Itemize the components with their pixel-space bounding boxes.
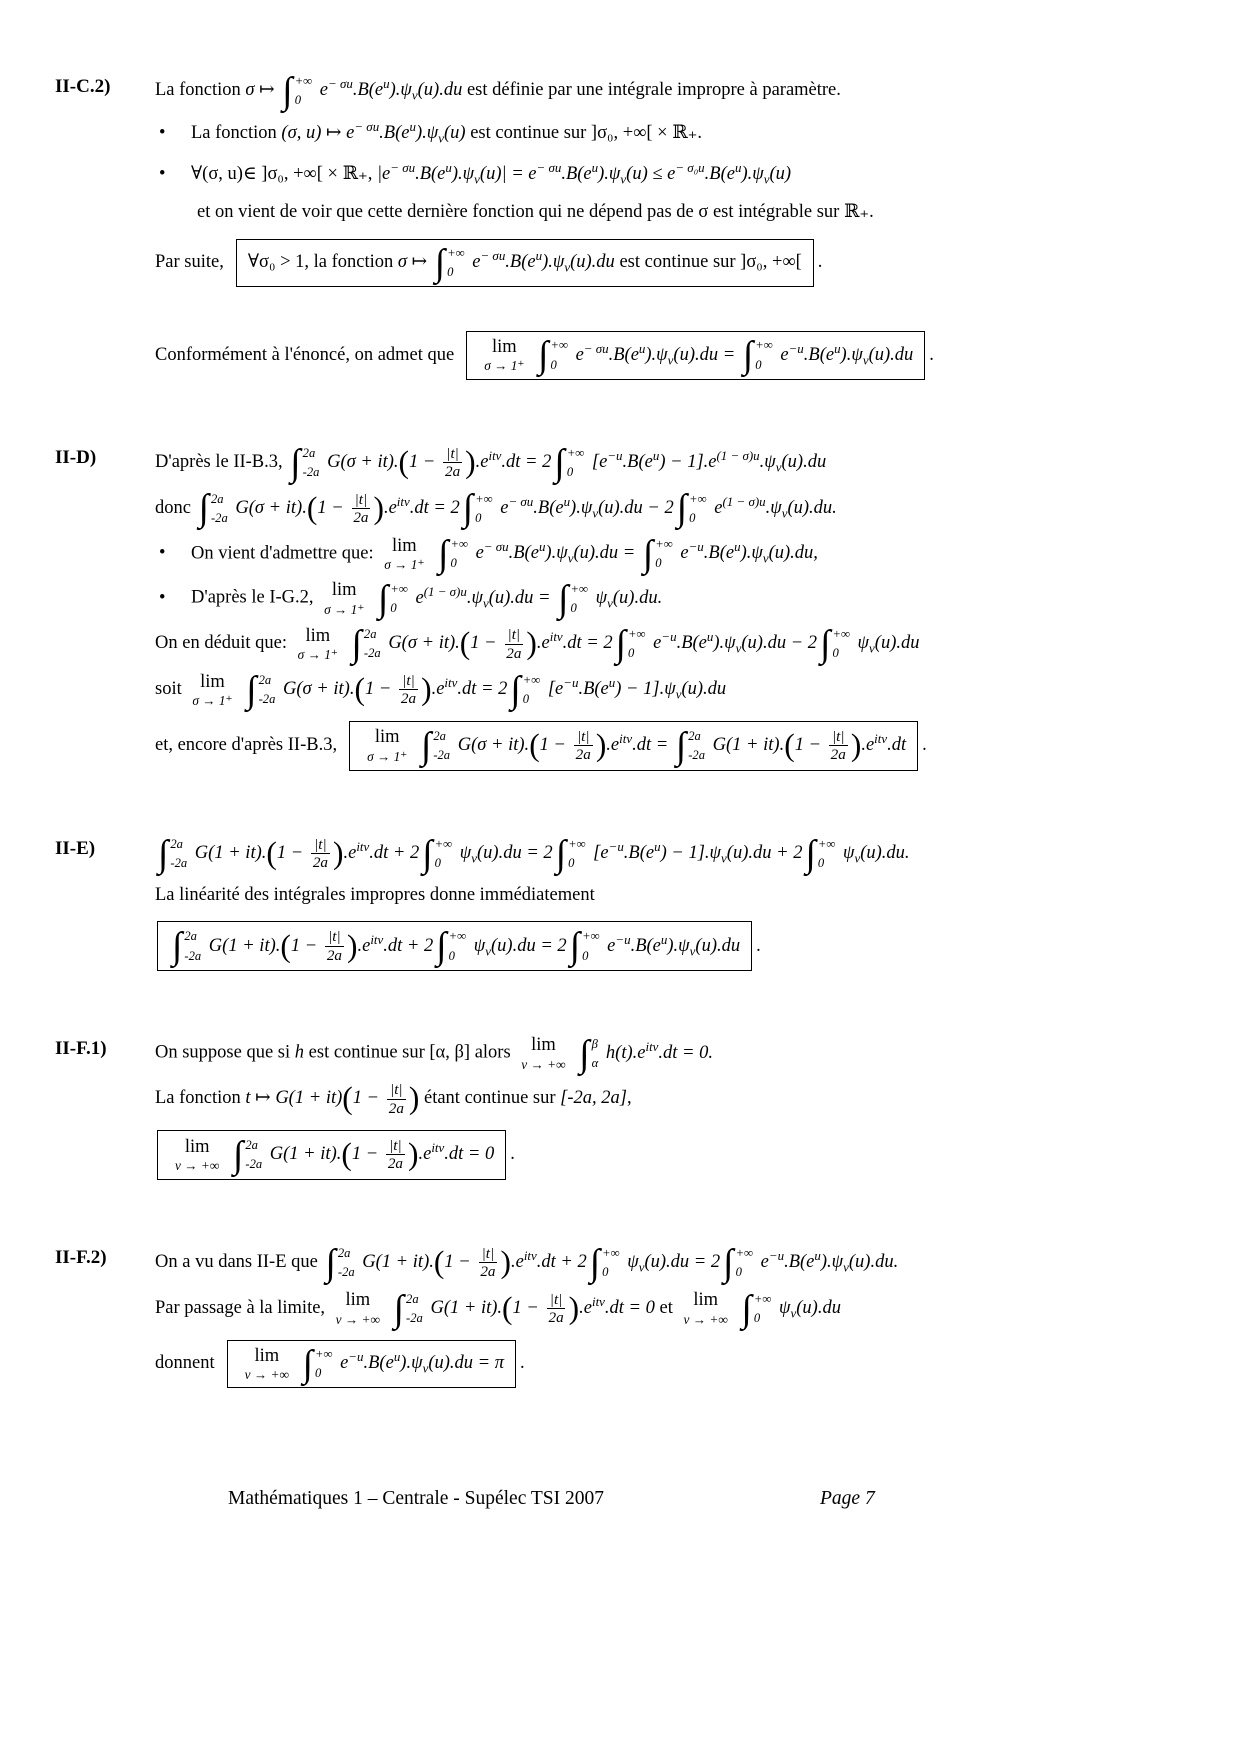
superscript: u: [654, 838, 661, 854]
integral-bounds: 2a -2a: [245, 1137, 263, 1172]
section-II-D: [55, 435, 1192, 784]
superscript: u: [409, 118, 416, 134]
integral-bounds: +∞ 0: [755, 338, 773, 372]
limit: lim σ → 1⁺: [484, 336, 525, 374]
superscript: itv: [396, 493, 410, 509]
section-body: [155, 1026, 1192, 1193]
section-label: II-D): [55, 446, 97, 468]
integral-bounds: +∞ 0: [568, 836, 586, 871]
open-paren: (: [280, 928, 291, 964]
subscript: v: [854, 850, 861, 866]
integral-bounds: 2a -2a: [688, 728, 705, 763]
integral: [246, 668, 276, 711]
integral-sign: ∫: [290, 441, 301, 484]
superscript: u: [834, 340, 841, 356]
integral-bounds: +∞ 0: [602, 1245, 620, 1280]
subscript: v: [474, 171, 480, 187]
limit: lim v → +∞: [244, 1345, 289, 1383]
subscript: v: [762, 550, 769, 566]
boxed-formula-line: [155, 1127, 1192, 1183]
content-line: On suppose que si h est continue sur [α, β] alors lim v → +∞ ∫ β α $h(t).e^{itv}.dt = 0$.: [155, 1032, 714, 1075]
integral-bounds: +∞ 0: [450, 536, 468, 571]
subscript: v: [564, 259, 571, 275]
open-paren: (: [306, 490, 318, 526]
superscript: (1 − σ)u: [423, 583, 467, 599]
superscript: − σu: [390, 159, 416, 175]
open-paren: (: [398, 444, 410, 480]
boxed-formula-line: [155, 918, 1192, 974]
content-line: • La fonction (σ, u) ↦ $e^{- \sigma u}.B(e^u).\psi_v(u)$ est continue sur ]σ₀, +∞[ × ℝ₊.: [159, 118, 702, 146]
integral-bounds: +∞ 0: [390, 581, 408, 616]
line-lead-text: et, encore d'après II-B.3,: [155, 735, 338, 756]
subscript: v: [763, 171, 770, 187]
content-line: D'après le II-B.3, ∫ 2a -2a G(σ + it).(1 − $\frac{|t|}{2a}$ )$.e^{itv}.dt = 2$ ∫ +∞ 0 $[e^{-u}.B(e^u) - 1].e^{(1 - \sigma)u}.\psi_v(u).du$: [155, 441, 827, 484]
line-trail-text: .: [756, 935, 761, 956]
integral: [158, 832, 188, 875]
section-II-F2: [55, 1235, 1192, 1402]
integral-sign: ∫: [462, 487, 474, 530]
integral-bounds: +∞ 0: [582, 929, 600, 963]
integral-bounds: +∞ 0: [735, 1245, 754, 1280]
superscript: −u: [688, 539, 704, 555]
integral: [569, 925, 600, 968]
limit: lim σ → 1⁺: [324, 580, 365, 617]
boxed-formula: lim v → +∞ ∫ +∞ 0 $e^{-u}.B(e^u).\psi_v(u).du = \pi$: [227, 1340, 516, 1389]
subscript: v: [869, 641, 875, 657]
integral-sign: ∫: [438, 532, 449, 575]
integral-sign: ∫: [615, 622, 627, 665]
document-body: [55, 64, 1192, 1401]
integral-bounds: +∞ 0: [448, 929, 467, 963]
boxed-formula: ∫ 2a -2a G(1 + it).(1 − $\frac{|t|}{2a}$ )$.e^{itv}.dt + 2$ ∫ +∞ 0 $\psi_v(u).du = 2$ ∫ +∞ 0 $e^{-u}.B(e^u).\psi_v(u).du$: [157, 921, 752, 971]
open-paren: (: [529, 727, 540, 763]
integral-bounds: +∞ 0: [314, 1347, 333, 1381]
content-line: • ∀(σ, u)∈ ]σ₀, +∞[ × ℝ₊, $|e^{- \sigma u}.B(e^u).\psi_v(u)| = e^{- \sigma u}.B(e^u).\psi_v(u) \le e^{- \sigma_0u}.B(e^u).\psi_v(u)$: [159, 159, 792, 187]
subscript: v: [775, 459, 782, 475]
section-II-F1: [55, 1026, 1192, 1193]
integral-bounds: 2a -2a: [302, 445, 320, 480]
integral-bounds: 2a -2a: [170, 836, 188, 871]
limit: lim σ → 1⁺: [367, 727, 408, 764]
fraction: $\frac{|t|}{2a}$: [326, 928, 342, 964]
bullet-icon: •: [159, 588, 166, 608]
bullet-icon: •: [159, 543, 166, 564]
section-II-C2: [55, 64, 1192, 393]
superscript: −u: [348, 1349, 364, 1365]
integral: [198, 487, 228, 530]
integral-bounds: 2a -2a: [210, 491, 228, 525]
integral-sign: ∫: [510, 668, 521, 711]
superscript: −u: [661, 629, 677, 645]
integral-bounds: 2a -2a: [184, 929, 202, 963]
integral: [579, 1032, 599, 1075]
integral-sign: ∫: [805, 832, 816, 875]
integral-bounds: +∞ 0: [817, 836, 836, 871]
integral-bounds: +∞ 0: [570, 581, 588, 616]
content-line: On a vu dans II-E que ∫ 2a -2a G(1 + it).(1 − $\frac{|t|}{2a}$ )$.e^{itv}.dt + 2$ ∫ +∞ 0 $\psi_v(u).du = 2$ ∫ +∞ 0 $e^{-u}.B(e^u).\psi_v(u).du$.: [155, 1241, 899, 1284]
superscript: −u: [615, 931, 631, 947]
limit: lim σ → 1⁺: [192, 671, 233, 709]
superscript: u: [445, 159, 452, 175]
integral-sign: ∫: [554, 441, 565, 484]
integral-sign: ∫: [589, 1241, 601, 1284]
integral: [420, 724, 451, 767]
content-line: et on vient de voir que cette dernière fonction qui ne dépend pas de σ est intégrable sur ℝ₊.: [197, 202, 874, 223]
open-paren: (: [342, 1081, 353, 1117]
integral-sign: ∫: [434, 241, 446, 284]
close-paren: ): [347, 928, 358, 964]
integral-sign: ∫: [158, 832, 169, 875]
integral-bounds: 2a -2a: [406, 1291, 423, 1326]
integral-sign: ∫: [642, 532, 654, 575]
integral-sign: ∫: [246, 668, 257, 711]
open-paren: (: [459, 626, 471, 662]
section-body: [155, 826, 1192, 985]
integral: [554, 441, 585, 484]
superscript: − σ₀u: [675, 159, 705, 175]
superscript: (1 − σ)u: [722, 493, 766, 509]
integral-bounds: 2a -2a: [363, 627, 381, 661]
section-label: II-C.2): [55, 76, 111, 97]
boxed-formula-line: [155, 1337, 1192, 1392]
content-line: La fonction t ↦ G(1 + it)(1 − $\frac{|t|}{2a}$ ) étant continue sur [-2a, 2a],: [155, 1081, 632, 1117]
fraction: $\frac{|t|}{2a}$: [387, 1137, 403, 1173]
integral-sign: ∫: [422, 832, 433, 875]
integral: [325, 1241, 355, 1284]
integral-bounds: 2a -2a: [433, 728, 451, 763]
boxed-formula: lim σ → 1⁺ ∫ 2a -2a G(σ + it).(1 − $\frac{|t|}{2a}$ )$.e^{itv}.dt$ = ∫ 2a -2a G(1 + it).(1 − $\frac{|t|}{2a}$ )$.e^{itv}.dt$: [349, 721, 918, 771]
integral: [675, 724, 705, 767]
superscript: itv: [488, 447, 502, 463]
integral-bounds: +∞ 0: [628, 627, 646, 661]
integral-bounds: +∞ 0: [689, 491, 707, 525]
close-paren: ): [500, 1244, 511, 1280]
line-trail-text: .: [817, 252, 823, 273]
section-label: II-E): [55, 837, 96, 859]
superscript: itv: [619, 730, 633, 746]
subscript: v: [790, 1305, 797, 1321]
section-label: II-F.1): [55, 1038, 107, 1060]
fraction: $\frac{|t|}{2a}$: [830, 727, 846, 764]
integral-sign: ∫: [198, 487, 209, 530]
content-line: • On vient d'admettre que: lim σ → 1⁺ ∫ +∞ 0 $e^{- \sigma u}.B(e^u).\psi_v(u).du$ = ∫ +∞ 0 $e^{-u}.B(e^u).\psi_v(u).du$,: [159, 532, 818, 575]
integral-bounds: +∞ 0: [475, 491, 493, 525]
superscript: −u: [563, 675, 579, 691]
integral: [438, 532, 468, 575]
line-trail-text: .: [520, 1353, 525, 1374]
integral-bounds: +∞ 0: [294, 74, 313, 108]
close-paren: ): [407, 1136, 419, 1172]
superscript: u: [706, 629, 714, 645]
integral-bounds: +∞ 0: [550, 338, 568, 372]
integral-sign: ∫: [676, 487, 688, 530]
integral-bounds: 2a -2a: [337, 1245, 355, 1280]
subscript: v: [721, 850, 727, 866]
integral: [555, 832, 586, 875]
page-footer: [0, 1488, 1240, 1520]
subscript: v: [485, 943, 491, 959]
integral: [377, 577, 408, 620]
boxed-formula-line: [155, 236, 1192, 290]
section-II-E: [55, 826, 1192, 985]
fraction: $\frac{|t|}{2a}$: [480, 1244, 496, 1281]
subscript: v: [689, 943, 696, 959]
superscript: itv: [370, 931, 384, 947]
bullet-icon: •: [159, 123, 166, 144]
content-line: soit lim σ → 1⁺ ∫ 2a -2a G(σ + it).(1 − $\frac{|t|}{2a}$ )$.e^{itv}.dt = 2$ ∫ +∞ 0 $[e^{-u}.B(e^u) - 1].\psi_v(u).du$: [155, 668, 727, 711]
boxed-formula-line: [155, 328, 1192, 383]
superscript: u: [535, 248, 543, 264]
limit: lim σ → 1⁺: [384, 535, 425, 573]
subscript: v: [781, 505, 788, 521]
integral: [676, 487, 707, 530]
integral-bounds: +∞ 0: [832, 627, 850, 661]
integral: [290, 441, 320, 484]
subscript: v: [607, 595, 613, 611]
integral-sign: ∫: [393, 1287, 405, 1330]
boxed-formula: ∀σ₀ > 1, la fonction σ ↦ ∫ +∞ 0 $e^{- \sigma u}.B(e^u).\psi_v(u).du$ est continue sur ]σ₀, +∞[: [236, 239, 814, 287]
content-line: On en déduit que: lim σ → 1⁺ ∫ 2a -2a G(σ + it).(1 − $\frac{|t|}{2a}$ )$.e^{itv}.dt = 2$ ∫ +∞ 0 $e^{-u}.B(e^u).\psi_v(u).du - 2$ ∫ +∞ 0 $\psi_v(u).du$: [155, 622, 920, 665]
integral-bounds: +∞ 0: [655, 536, 673, 571]
subscript: v: [471, 850, 477, 866]
close-paren: ): [333, 835, 344, 871]
integral: [434, 241, 465, 284]
integral-sign: ∫: [436, 925, 447, 968]
integral: [642, 532, 673, 575]
superscript: −u: [788, 340, 804, 356]
open-paren: (: [354, 671, 365, 707]
superscript: − σu: [483, 539, 509, 555]
open-paren: (: [266, 835, 277, 871]
integral-bounds: +∞ 0: [434, 836, 453, 871]
fraction: $\frac{|t|}{2a}$: [575, 727, 591, 764]
integral: [589, 1241, 620, 1284]
close-paren: ): [568, 1290, 580, 1326]
integral: [538, 334, 568, 377]
content-line: donc ∫ 2a -2a G(σ + it).(1 − $\frac{|t|}{2a}$ )$.e^{itv}.dt = 2$ ∫ +∞ 0 $e^{- \sigma u}.B(e^u).\psi_v(u).du - 2$ ∫ +∞ 0 $e^{(1 - \sigma)u}.\psi_v(u).du$.: [155, 487, 837, 530]
integral: [805, 832, 836, 875]
integral-sign: ∫: [742, 334, 754, 377]
integral-bounds: +∞ 0: [522, 672, 541, 707]
subscript: v: [567, 550, 574, 566]
integral: [615, 622, 646, 665]
integral: [510, 668, 541, 711]
superscript: − σu: [328, 76, 353, 92]
integral-sign: ∫: [172, 925, 183, 968]
superscript: u: [660, 931, 668, 947]
integral-sign: ∫: [282, 69, 293, 112]
integral: [393, 1287, 423, 1330]
open-paren: (: [341, 1136, 352, 1172]
integral-sign: ∫: [723, 1241, 734, 1284]
integral-sign: ∫: [555, 832, 567, 875]
close-paren: ): [421, 671, 432, 707]
superscript: u: [383, 76, 390, 92]
content-line: ∫ 2a -2a G(1 + it).(1 − $\frac{|t|}{2a}$ )$.e^{itv}.dt + 2$ ∫ +∞ 0 $\psi_v(u).du = 2$ ∫ +∞ 0 $[e^{-u}.B(e^u) - 1].\psi_v(u).du + 2$ ∫ +∞ 0 $\psi_v(u).du$.: [158, 832, 910, 875]
integral-sign: ∫: [820, 622, 831, 665]
superscript: − σu: [536, 159, 562, 175]
fraction: $\frac{|t|}{2a}$: [506, 626, 522, 662]
superscript: − σu: [583, 340, 609, 356]
superscript: itv: [444, 675, 458, 691]
integral: [741, 1287, 772, 1330]
superscript: − σu: [480, 248, 506, 264]
superscript: itv: [591, 1293, 605, 1309]
superscript: u: [734, 539, 741, 555]
integral-sign: ∫: [538, 334, 549, 377]
integral-sign: ∫: [579, 1032, 590, 1075]
integral-sign: ∫: [351, 622, 362, 665]
close-paren: ): [373, 490, 384, 526]
fraction: $\frac{|t|}{2a}$: [312, 835, 328, 872]
integral: [351, 622, 381, 665]
subscript: v: [735, 641, 742, 657]
superscript: u: [591, 159, 599, 175]
footer-exam-title: Mathématiques 1 – Centrale - Supélec TSI 2007: [228, 1488, 605, 1509]
footer-page-number: Page 7: [820, 1488, 875, 1509]
superscript: − σu: [354, 118, 380, 134]
close-paren: ): [408, 1081, 420, 1117]
superscript: −u: [607, 447, 623, 463]
content-line: • D'après le I-G.2, lim σ → 1⁺ ∫ +∞ 0 $e^{(1 - \sigma)u}.\psi_v(u).du$ = ∫ +∞ 0 $\psi_v(u).du$.: [159, 577, 663, 620]
superscript: u: [638, 340, 646, 356]
integral-sign: ∫: [558, 577, 569, 620]
integral-bounds: 2a -2a: [258, 672, 276, 707]
integral-sign: ∫: [302, 1342, 313, 1385]
subscript: v: [482, 595, 489, 611]
subscript: v: [411, 87, 418, 103]
superscript: −u: [768, 1247, 785, 1263]
integral: [820, 622, 850, 665]
fraction: $\frac{|t|}{2a}$: [353, 490, 369, 527]
superscript: u: [734, 159, 742, 175]
open-paren: (: [784, 727, 795, 763]
fraction: $\frac{|t|}{2a}$: [388, 1081, 404, 1117]
close-paren: ): [465, 444, 476, 480]
limit: lim σ → 1⁺: [297, 625, 338, 663]
open-paren: (: [433, 1244, 445, 1280]
limit: lim v → +∞: [175, 1136, 220, 1174]
integral: [302, 1342, 333, 1385]
integral: [422, 832, 453, 875]
integral-bounds: +∞ 0: [566, 445, 585, 480]
integral-bounds: +∞ 0: [447, 246, 465, 280]
subscript: v: [675, 686, 682, 702]
content-line: La fonction σ ↦ ∫ +∞ 0 $e^{- \sigma u}.B(e^u).\psi_v(u).du$ est définie par une intégrale impropre à paramètre.: [155, 69, 841, 112]
line-lead-text: Par suite,: [155, 252, 224, 273]
integral-sign: ∫: [420, 724, 432, 767]
integral: [436, 925, 467, 968]
subscript: v: [438, 130, 444, 146]
close-paren: ): [850, 727, 862, 763]
close-paren: ): [526, 626, 537, 662]
superscript: itv: [356, 838, 370, 854]
line-lead-text: Conformément à l'énoncé, on admet que: [155, 344, 455, 365]
line-trail-text: .: [922, 735, 927, 756]
content-line: La linéarité des intégrales impropres donne immédiatement: [155, 884, 595, 905]
superscript: − σu: [508, 493, 534, 509]
boxed-formula: lim v → +∞ ∫ 2a -2a G(1 + it).(1 − $\frac{|t|}{2a}$ )$.e^{itv}.dt = 0$: [157, 1130, 506, 1180]
superscript: −u: [608, 838, 624, 854]
superscript: u: [814, 1247, 821, 1263]
limit: lim v → +∞: [521, 1035, 566, 1072]
integral-bounds: +∞ 0: [753, 1291, 772, 1326]
limit: lim v → +∞: [683, 1290, 728, 1327]
subscript: v: [667, 352, 674, 368]
bullet-icon: •: [159, 163, 166, 184]
section-label: II-F.2): [55, 1246, 107, 1268]
subscript: v: [422, 1361, 429, 1376]
integral-sign: ∫: [377, 577, 389, 620]
integral: [232, 1133, 263, 1176]
section-body: [155, 435, 1192, 784]
subscript: v: [592, 505, 599, 521]
fraction: $\frac{|t|}{2a}$: [400, 672, 417, 708]
integral: [462, 487, 493, 530]
integral-sign: ∫: [325, 1241, 336, 1284]
line-trail-text: .: [929, 344, 934, 365]
integral: [172, 925, 202, 968]
integral: [282, 69, 313, 112]
subscript: v: [620, 171, 627, 187]
superscript: u: [393, 1349, 401, 1365]
fraction: $\frac{|t|}{2a}$: [445, 444, 461, 481]
section-body: [155, 1235, 1192, 1402]
open-paren: (: [502, 1290, 513, 1326]
subscript: v: [638, 1259, 645, 1275]
superscript: u: [652, 447, 660, 463]
line-lead-text: donnent: [155, 1353, 215, 1374]
integral-bounds: β α: [591, 1036, 599, 1071]
line-trail-text: .: [510, 1144, 515, 1165]
superscript: u: [563, 493, 571, 509]
subscript: v: [843, 1259, 849, 1275]
integral-sign: ∫: [741, 1287, 752, 1330]
integral: [558, 577, 588, 620]
boxed-formula: lim σ → 1⁺ ∫ +∞ 0 $e^{- \sigma u}.B(e^u).\psi_v(u).du$ = ∫ +∞ 0 $e^{-u}.B(e^u).\psi_v(u).du$: [466, 331, 925, 380]
integral-sign: ∫: [232, 1133, 244, 1176]
integral-sign: ∫: [675, 724, 687, 767]
integral: [723, 1241, 754, 1284]
integral: [742, 334, 773, 377]
integral-sign: ∫: [569, 925, 581, 968]
section-body: [155, 64, 1192, 393]
superscript: (1 − σ)u: [716, 447, 760, 463]
content-line: Par passage à la limite, lim v → +∞ ∫ 2a -2a G(1 + it).(1 − $\frac{|t|}{2a}$ )$.e^{itv}.dt = 0$ et lim v → +∞ ∫ +∞ 0 $\psi_v(u).du$: [155, 1287, 841, 1330]
superscript: itv: [645, 1038, 659, 1054]
superscript: itv: [874, 730, 888, 746]
subscript: v: [862, 352, 869, 368]
boxed-formula-line: [155, 718, 1192, 774]
superscript: itv: [431, 1140, 445, 1156]
superscript: u: [608, 675, 616, 691]
superscript: itv: [523, 1247, 537, 1263]
limit: lim v → +∞: [335, 1290, 381, 1327]
superscript: itv: [549, 629, 563, 645]
superscript: u: [538, 539, 546, 555]
fraction: $\frac{|t|}{2a}$: [548, 1290, 564, 1327]
close-paren: ): [595, 727, 607, 763]
